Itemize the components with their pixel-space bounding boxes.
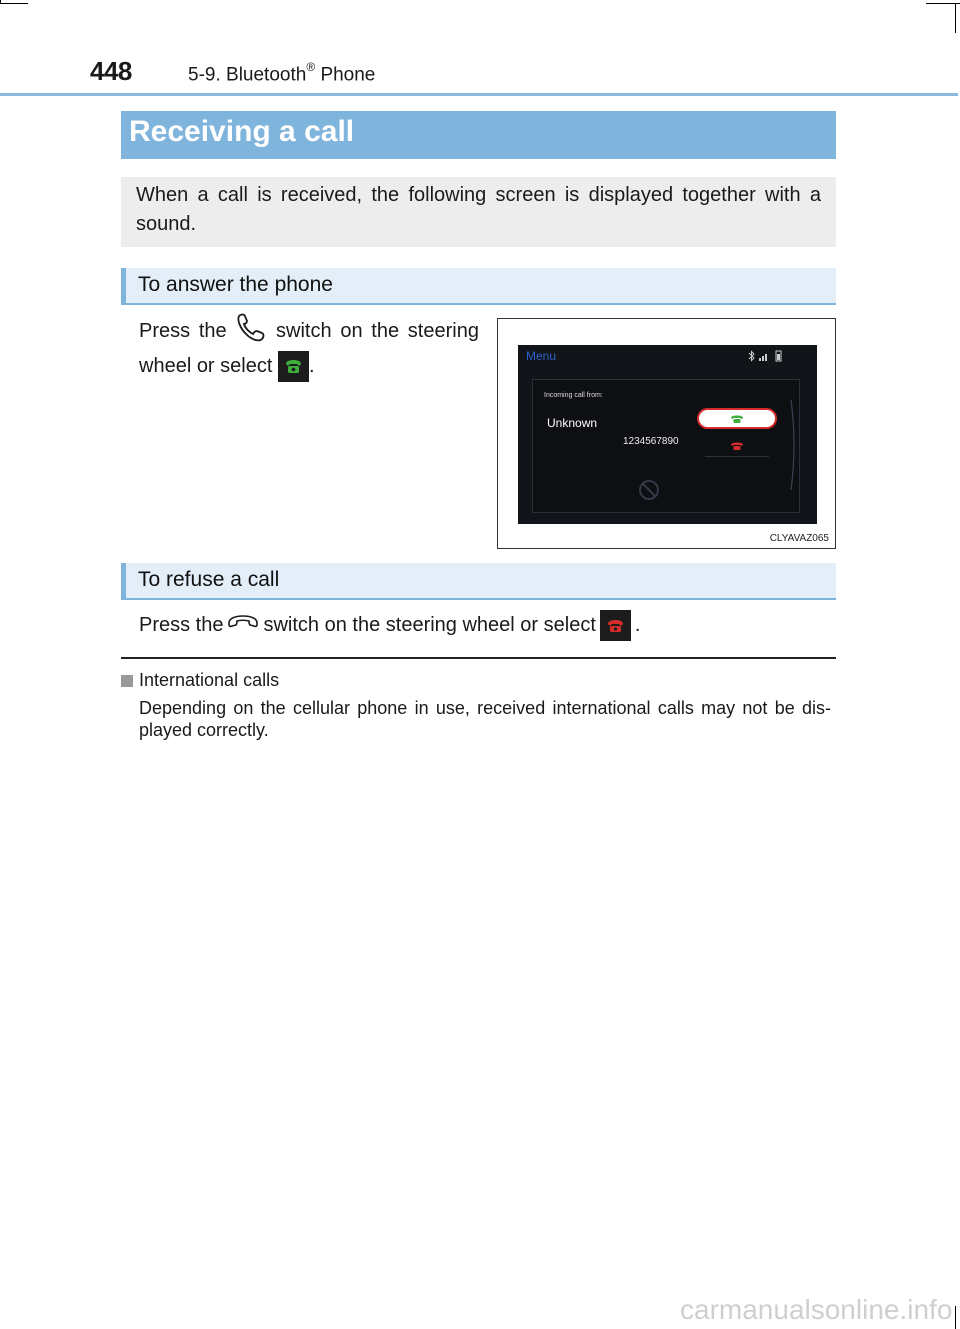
intro-text: When a call is received, the following screen is displayed together with a sound. bbox=[136, 184, 821, 235]
status-icons bbox=[747, 349, 787, 367]
refuse-text-before: Press the bbox=[139, 614, 224, 636]
refuse-text-after: switch on the steering wheel or select bbox=[263, 614, 596, 636]
decline-call-button[interactable] bbox=[705, 436, 769, 457]
disabled-icon bbox=[637, 478, 661, 502]
period: . bbox=[308, 354, 315, 377]
crop-mark bbox=[0, 3, 28, 4]
menu-label: Menu bbox=[526, 349, 557, 363]
registered-mark: ® bbox=[306, 60, 316, 74]
period: . bbox=[634, 614, 641, 636]
crop-mark bbox=[955, 3, 956, 33]
intro-box bbox=[121, 177, 836, 247]
hang-up-handset-icon bbox=[227, 611, 259, 640]
international-heading bbox=[121, 670, 279, 691]
page-number: 448 bbox=[90, 56, 132, 86]
caller-name: Unknown bbox=[547, 416, 598, 430]
refuse-instructions bbox=[139, 610, 640, 641]
word: on bbox=[340, 320, 363, 342]
page-title: Receiving a call bbox=[129, 115, 355, 148]
crop-mark bbox=[955, 1306, 956, 1329]
call-panel bbox=[532, 379, 800, 513]
answer-line-2 bbox=[139, 351, 479, 382]
refuse-heading bbox=[121, 563, 836, 600]
incoming-label: Incoming call from: bbox=[544, 392, 603, 399]
accept-call-button[interactable] bbox=[699, 410, 775, 427]
figure-code: CLYAVAZ065 bbox=[769, 533, 829, 544]
word: the bbox=[198, 320, 227, 342]
phone-handset-icon bbox=[235, 312, 267, 351]
word: switch bbox=[276, 320, 332, 342]
green-phone-button-icon bbox=[278, 351, 309, 382]
separator-rule bbox=[121, 657, 836, 659]
section-path bbox=[188, 62, 375, 86]
answer-instructions bbox=[139, 312, 479, 382]
international-heading-text: International calls bbox=[139, 670, 280, 690]
display-screen bbox=[518, 345, 817, 524]
bullet-square-icon bbox=[121, 675, 133, 687]
refuse-heading-text: To refuse a call bbox=[138, 568, 280, 591]
header-rule bbox=[0, 93, 958, 96]
incoming-call-figure bbox=[497, 318, 836, 549]
word: the bbox=[371, 320, 400, 342]
international-body: Depending on the cellular phone in use, received international calls may not be dis-played correctly. bbox=[139, 698, 831, 740]
word: steering bbox=[407, 320, 479, 342]
answer-line-2-text: wheel or select bbox=[139, 354, 273, 377]
answer-heading-text: To answer the phone bbox=[138, 273, 333, 296]
answer-heading bbox=[121, 268, 836, 305]
section-tail: Phone bbox=[320, 64, 376, 86]
title-band bbox=[121, 111, 836, 159]
word: Press bbox=[139, 320, 191, 342]
section-name: 5-9. Bluetooth bbox=[188, 64, 307, 86]
scroll-arc bbox=[789, 390, 797, 500]
answer-line-1 bbox=[139, 312, 479, 351]
red-phone-button-icon bbox=[600, 610, 631, 641]
caller-number: 1234567890 bbox=[623, 436, 679, 447]
watermark: carmanualsonline.info bbox=[680, 1294, 953, 1325]
